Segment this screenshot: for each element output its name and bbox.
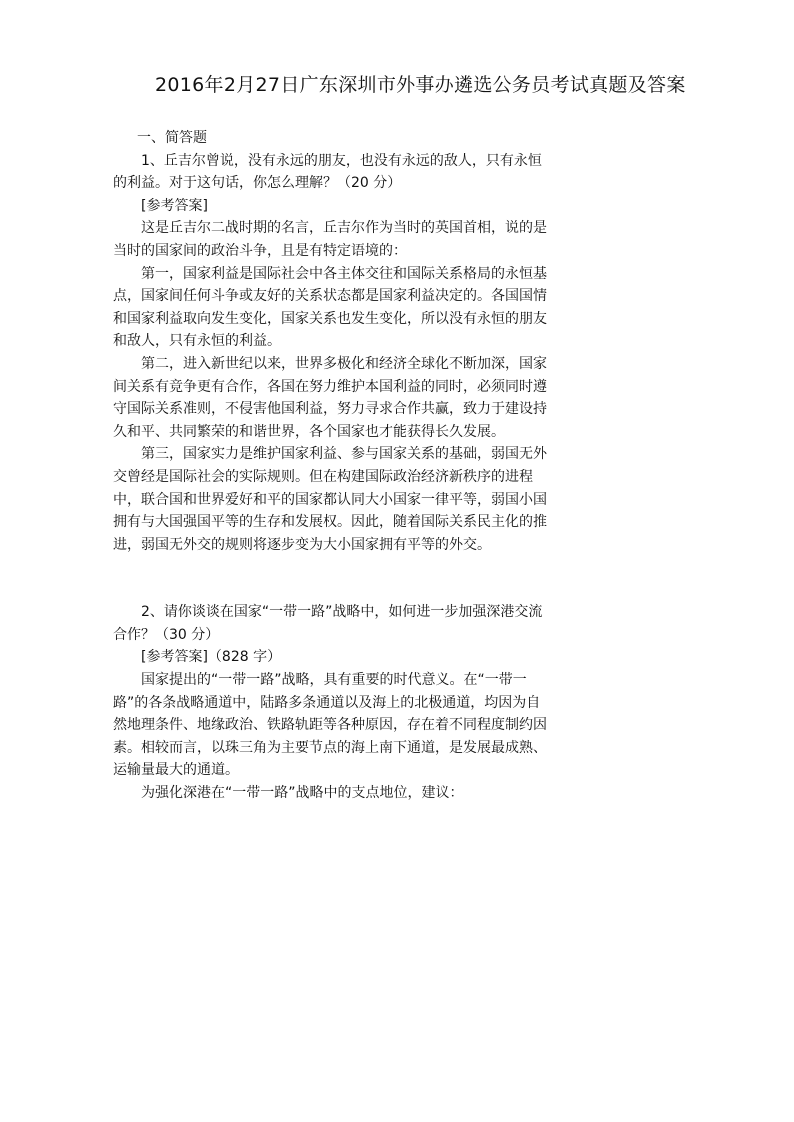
- answer-label-2: [参考答案]（828 字）: [141, 649, 282, 666]
- answer-1-paragraph-3: 第二，进入新世纪以来，世界多极化和经济全球化不断加深，国家间关系有竞争更有合作，各国在努力维护本国利益的同时，必须同时遵守国际关系准则，不侵害他国利益，努力寻求合作共赢，致力于建设持久和平、共同繁荣的和谐世界，各个国家也才能获得长久发展。: [113, 355, 547, 440]
- document-title: 2016年2月27日广东深圳市外事办遴选公务员考试真题及答案: [155, 74, 686, 96]
- question-2: 2、请你谈谈在国家“一带一路”战略中，如何进一步加强深港交流合作？（30 分）: [113, 604, 543, 643]
- question-1: 1、丘吉尔曾说，没有永远的朋友，也没有永远的敌人，只有永恒的利益。对于这句话，你怎么理解？（20 分）: [113, 152, 542, 192]
- answer-2-paragraph-1: 国家提出的“一带一路”战略，具有重要的时代意义。在“一带一路”的各条战略通道中，陆路多条通道以及海上的北极通道，均因为自然地理条件、地缘政治、铁路轨距等各种原因，存在着不同程度制约因素。相较而言，以珠三角为主要节点的海上南下通道，是发展最成熟、运输量最大的通道。: [113, 672, 547, 779]
- section-heading: 一、简答题: [137, 130, 207, 146]
- answer-label-1: [参考答案]: [141, 197, 208, 214]
- answer-1-paragraph-4: 第三，国家实力是维护国家利益、参与国家关系的基础，弱国无外交曾经是国际社会的实际规则。但在构建国际政治经济新秩序的进程中，联合国和世界爱好和平的国家都认同大小国家一律平等，弱国小国拥有与大国强国平等的生存和发展权。因此，随着国际关系民主化的推进，弱国无外交的规则将逐步变为大小国家拥有平等的外交。: [113, 446, 547, 553]
- answer-1-paragraph-1: 这是丘吉尔二战时期的名言，丘吉尔作为当时的英国首相，说的是当时的国家间的政治斗争，且是有特定语境的：: [113, 220, 547, 259]
- answer-2-paragraph-2: 为强化深港在“一带一路”战略中的支点地位，建议：: [141, 785, 464, 802]
- section-gap: [113, 556, 553, 601]
- answer-1-paragraph-2: 第一，国家利益是国际社会中各主体交往和国际关系格局的永恒基点，国家间任何斗争或友好的关系状态都是国家利益决定的。各国国情和国家利益取向发生变化，国家关系也发生变化，所以没有永恒的朋友和敌人，只有永恒的利益。: [113, 265, 547, 350]
- document-body: [113, 127, 553, 805]
